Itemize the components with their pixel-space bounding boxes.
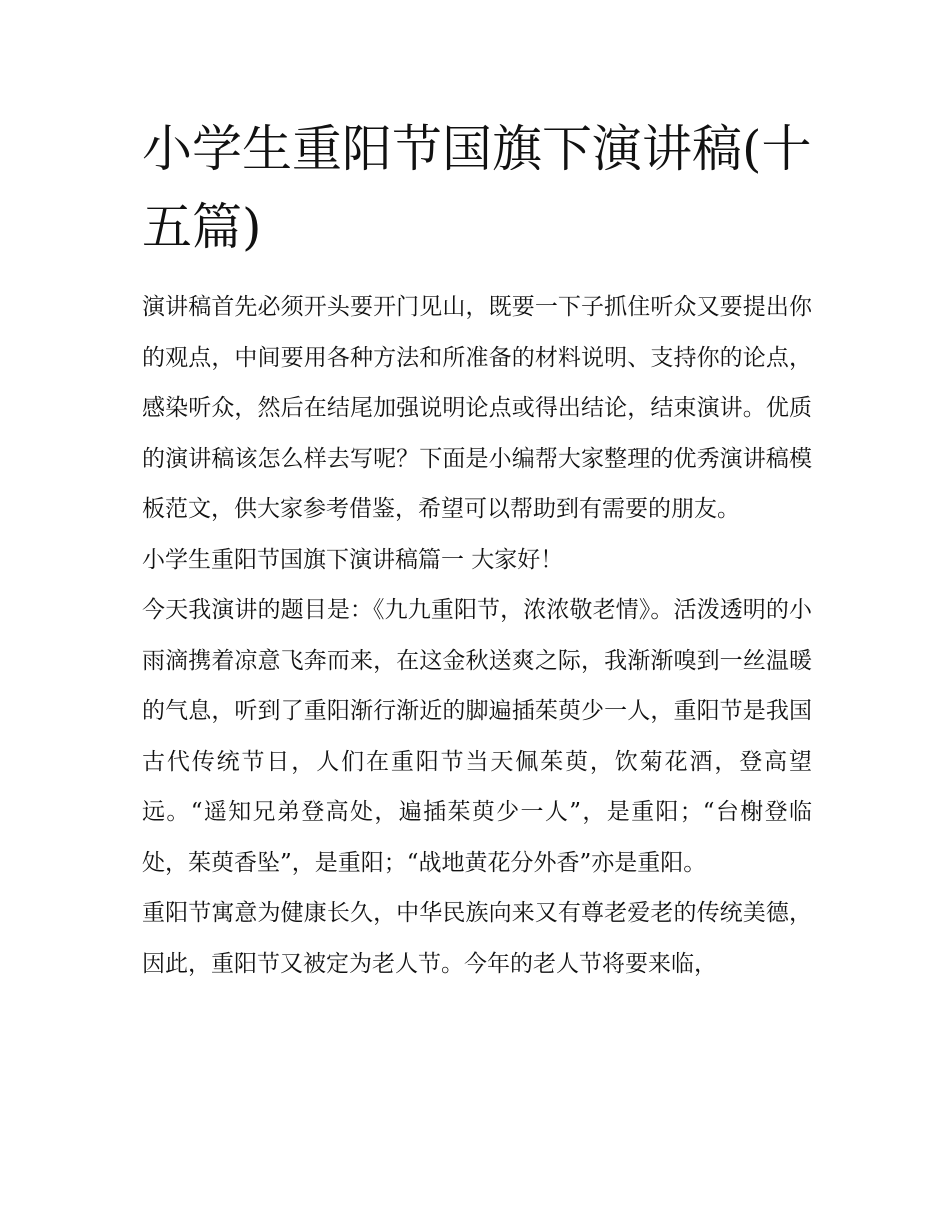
paragraph-section-heading: 小学生重阳节国旗下演讲稿篇一 大家好！: [142, 546, 564, 573]
paragraph-speech-topic: 今天我演讲的题目是：《九九重阳节，浓浓敬老情》。活泼透明的小雨滴携着凉意飞奔而来，在这金秋送爽之际，我渐渐嗅到一丝温暖的气息，听到了重阳渐行渐近的脚遍插茱萸少一人，重阳节是我国古代传统节日，人们在重阳节当天佩茱萸，饮菊花酒，登高望远。“遥知兄弟登高处，遍插茱萸少一人”，是重阳；“台榭登临处，茱萸香坠”，是重阳；“战地黄花分外香”亦是重阳。: [142, 597, 812, 876]
paragraph-intro: 演讲稿首先必须开头要开门见山，既要一下子抓住听众又要提出你的观点，中间要用各种方法和所准备的材料说明、支持你的论点，感染听众，然后在结尾加强说明论点或得出结论，结束演讲。优质的演讲稿该怎么样去写呢？下面是小编帮大家整理的优秀演讲稿模板范文，供大家参考借鉴，希望可以帮助到有需要的朋友。: [142, 294, 812, 522]
paragraph-festival-meaning: 重阳节寓意为健康长久，中华民族向来又有尊老爱老的传统美德，因此，重阳节又被定为老人节。今年的老人节将要来临，: [142, 900, 812, 977]
document-title: 小学生重阳节国旗下演讲稿(十五篇): [142, 120, 812, 256]
document-page: [142, 110, 812, 989]
